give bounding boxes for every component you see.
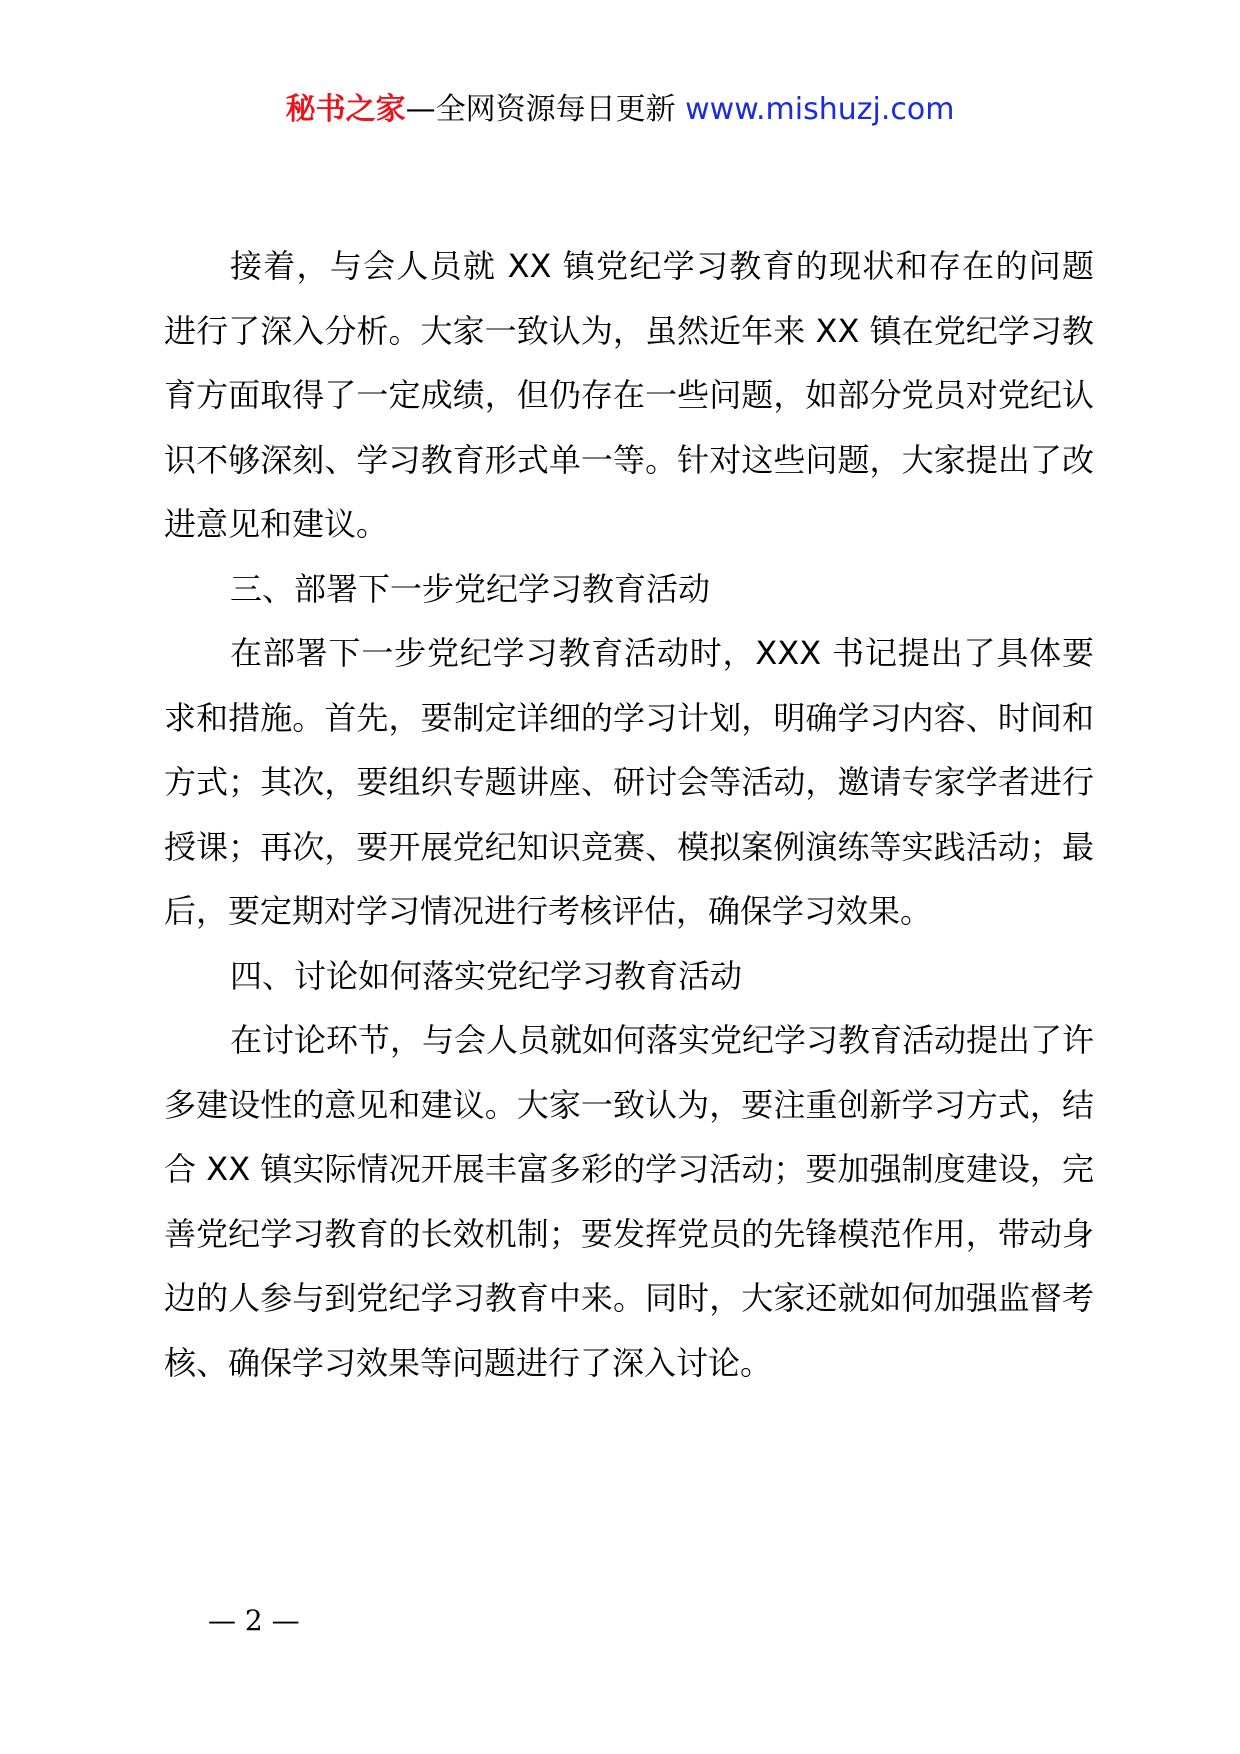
brand-name: 秘书之家 xyxy=(285,92,406,127)
header-tagline: —全网资源每日更新 xyxy=(405,92,686,127)
paragraph-discussion: 在讨论环节，与会人员就如何落实党纪学习教育活动提出了许多建设性的意见和建议。大家一致认为，要注重创新学习方式，结合 XX 镇实际情况开展丰富多彩的学习活动；要加强制度建设，完善党纪学习教育的长效机制；要发挥党员的先锋模范作用，带动身边的人参与到党纪学习教育中来。同时，大家还就如何加强监督考核、确保学习效果等问题进行了深入讨论。 xyxy=(164,1021,1095,1382)
section-heading-3: 三、部署下一步党纪学习教育活动 xyxy=(230,569,711,608)
paragraph-deployment: 在部署下一步党纪学习教育活动时，XXX 书记提出了具体要求和措施。首先，要制定详细的学习计划，明确学习内容、时间和方式；其次，要组织专题讲座、研讨会等活动，邀请专家学者进行授课；再次，要开展党纪知识竞赛、模拟案例演练等实践活动；最后，要定期对学习情况进行考核评估，确保学习效果。 xyxy=(164,634,1094,930)
site-header xyxy=(0,92,1240,128)
section-heading-4: 四、讨论如何落实党纪学习教育活动 xyxy=(230,956,743,995)
site-url-link[interactable]: www.mishuzj.com xyxy=(685,92,955,127)
page-number: — 2 — xyxy=(208,1604,300,1637)
paragraph-analysis: 接着，与会人员就 XX 镇党纪学习教育的现状和存在的问题进行了深入分析。大家一致认为，虽然近年来 XX 镇在党纪学习教育方面取得了一定成绩，但仍存在一些问题，如部分党员对党纪认识不够深刻、学习教育形式单一等。针对这些问题，大家提出了改进意见和建议。 xyxy=(164,247,1094,543)
document-body xyxy=(164,234,1094,1395)
